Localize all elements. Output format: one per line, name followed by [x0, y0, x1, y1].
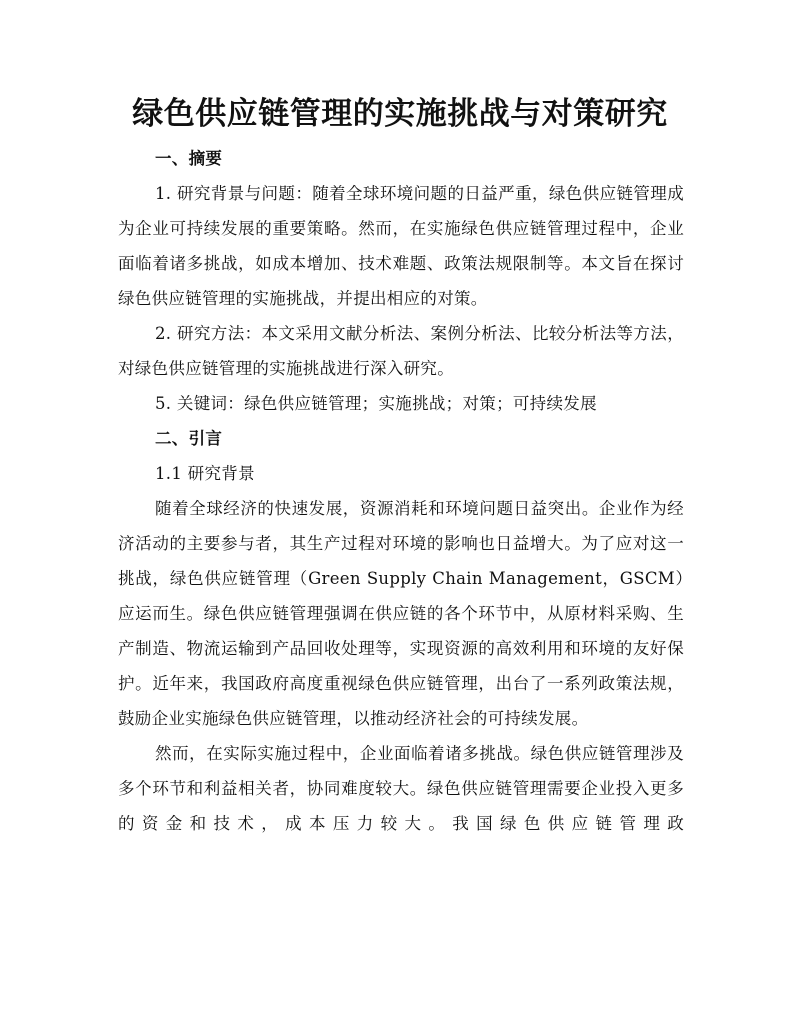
abstract-paragraph-method: 2. 研究方法：本文采用文献分析法、案例分析法、比较分析法等方法，对绿色供应链管理的实施挑战进行深入研究。 [118, 324, 684, 378]
abstract-heading: 一、摘要 [155, 149, 223, 168]
introduction-paragraph-1: 随着全球经济的快速发展，资源消耗和环境问题日益突出。企业作为经济活动的主要参与者，其生产过程对环境的影响也日益增大。为了应对这一挑战，绿色供应链管理（Green Supply Chain Management，GSCM）应运而生。绿色供应链管理强调在供应链的各个环节中，从原材料采购、生产制造、物流运输到产品回收处理等，实现资源的高效利用和环境的友好保护。近年来，我国政府高度重视绿色供应链管理，出台了一系列政策法规，鼓励企业实施绿色供应链管理，以推动经济社会的可持续发展。 [118, 499, 684, 728]
introduction-subheading: 1.1 研究背景 [155, 464, 255, 483]
abstract-paragraph-background: 1. 研究背景与问题：随着全球环境问题的日益严重，绿色供应链管理成为企业可持续发展的重要策略。然而，在实施绿色供应链管理过程中，企业面临着诸多挑战，如成本增加、技术难题、政策法规限制等。本文旨在探讨绿色供应链管理的实施挑战，并提出相应的对策。 [118, 184, 684, 308]
document-body [118, 141, 684, 841]
document-title: 绿色供应链管理的实施挑战与对策研究 [132, 96, 668, 132]
introduction-paragraph-2: 然而，在实际实施过程中，企业面临着诸多挑战。绿色供应链管理涉及多个环节和利益相关者，协同难度较大。绿色供应链管理需要企业投入更多的资金和技术，成本压力较大。我国绿色供应链管理政 [118, 744, 684, 833]
abstract-paragraph-keywords: 5. 关键词：绿色供应链管理；实施挑战；对策；可持续发展 [155, 394, 597, 413]
introduction-heading: 二、引言 [155, 429, 223, 448]
